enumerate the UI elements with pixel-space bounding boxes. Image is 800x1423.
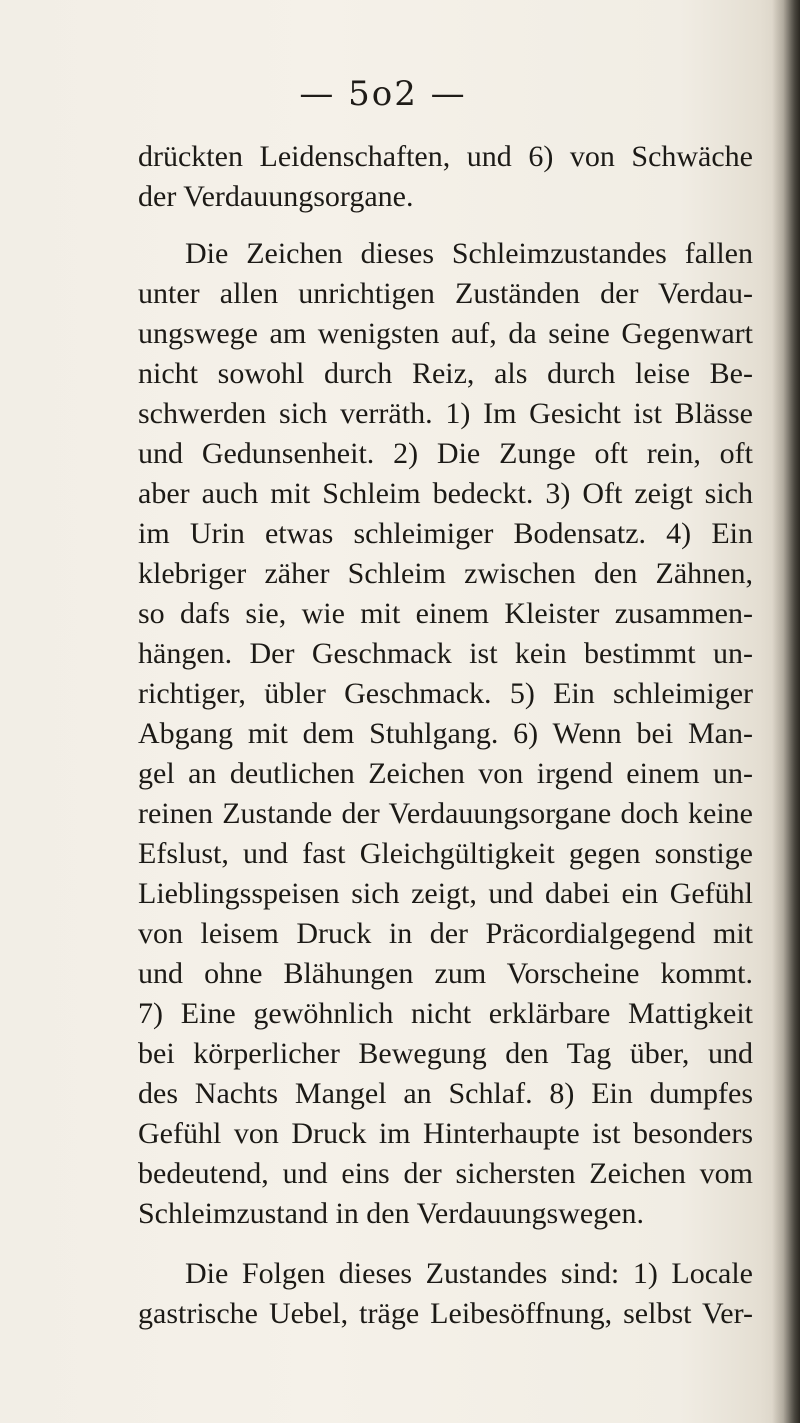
text-line: Die Zeichen dieses Schleimzustandes fallen — [185, 237, 753, 270]
text-line: des Nachts Mangel an Schlaf. 8) Ein dumpfes — [138, 1077, 753, 1110]
text-line: und Gedunsenheit. 2) Die Zunge oft rein, oft — [138, 437, 753, 470]
text-line: Schleimzustand in den Verdauungswegen. — [138, 1197, 645, 1230]
text-line: so dafs sie, wie mit einem Kleister zusammen- — [138, 597, 753, 630]
text-line: und ohne Blähungen zum Vorscheine kommt. — [138, 957, 753, 990]
text-line: gel an deutlichen Zeichen von irgend einem un- — [138, 757, 753, 790]
text-line: Die Folgen dieses Zustandes sind: 1) Locale — [185, 1257, 753, 1290]
text-line: von leisem Druck in der Präcordialgegend mit — [138, 917, 753, 950]
text-line: Gefühl von Druck im Hinterhaupte ist besonders — [138, 1117, 753, 1150]
page-number: — 5o2 — — [299, 74, 467, 114]
text-line: Abgang mit dem Stuhlgang. 6) Wenn bei Man- — [138, 717, 753, 750]
text-line: hängen. Der Geschmack ist kein bestimmt un- — [138, 637, 753, 670]
text-line: Lieblingsspeisen sich zeigt, und dabei ein Gefühl — [138, 877, 753, 910]
text-line: gastrische Uebel, träge Leibesöffnung, selbst Ver- — [138, 1297, 753, 1330]
text-line: ungswege am wenigsten auf, da seine Gegenwart — [138, 317, 753, 350]
text-line: richtiger, übler Geschmack. 5) Ein schleimiger — [138, 677, 753, 710]
book-spine-shadow — [772, 0, 800, 1423]
text-line: im Urin etwas schleimiger Bodensatz. 4) Ein — [138, 517, 753, 550]
text-line: bedeutend, und eins der sichersten Zeichen vom — [138, 1157, 753, 1190]
text-line: aber auch mit Schleim bedeckt. 3) Oft zeigt sich — [138, 477, 753, 510]
text-line: klebriger zäher Schleim zwischen den Zähnen, — [138, 557, 753, 590]
text-line: der Verdauungsorgane. — [138, 180, 414, 213]
text-line: bei körperlicher Bewegung den Tag über, und — [138, 1037, 753, 1070]
text-line: schwerden sich verräth. 1) Im Gesicht ist Blässe — [138, 397, 753, 430]
text-line: Efslust, und fast Gleichgültigkeit gegen sonstige — [138, 837, 753, 870]
text-line: unter allen unrichtigen Zuständen der Verdau- — [138, 277, 753, 310]
text-line: nicht sowohl durch Reiz, als durch leise Be- — [138, 357, 753, 390]
text-line: 7) Eine gewöhnlich nicht erklärbare Mattigkeit — [138, 997, 753, 1030]
text-line: reinen Zustande der Verdauungsorgane doch keine — [138, 797, 753, 830]
text-line: drückten Leidenschaften, und 6) von Schwäche — [138, 140, 753, 173]
